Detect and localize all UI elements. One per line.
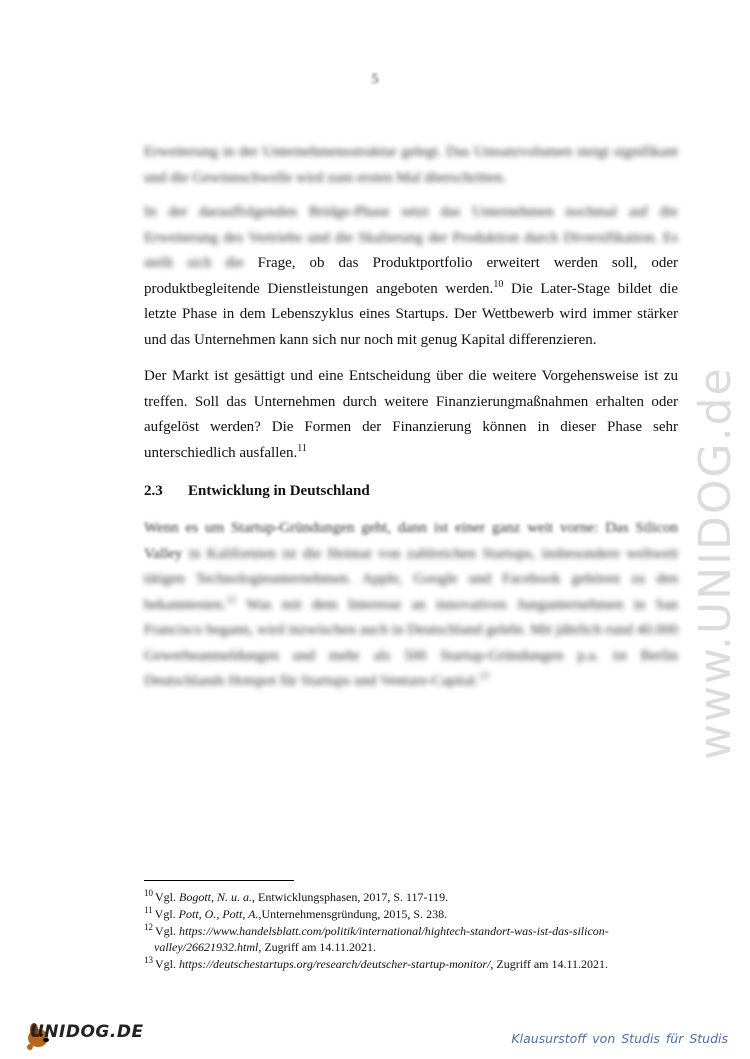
paragraph-4-first-line: Wenn es um Startup-Gründungen geht, dann ist einer ganz weit vorne: Das Silicon Valley [144,520,678,562]
footnote-divider [144,880,294,881]
footnote-ref-11: 11 [297,442,307,454]
paragraph-3 [144,364,678,466]
paragraph-4-blurred-b: Was mit dem Interesse an innovativen Jungunternehmen in San Francisco begann, wird inzwischen auch in Deutschland gelebt. Mit jährlich rund 40.000 Gewerbeanmeldungen und mehr als 500 Startup-Gründungen p.a. ist Berlin Deutschlands Hotspot für Startups und Venture-Capital. [144,596,678,689]
footnote-item [144,923,678,955]
footnote-url-continued[interactable]: valley/26621932.html [154,940,259,954]
footnote-prefix: Vgl. [155,957,179,971]
tagline: Klausurstoff von Studis für Studis [511,1031,728,1046]
watermark-text: www.UNIDOG.de [690,366,741,760]
footnote-ref-13: 13 [478,671,489,682]
section-heading [144,483,678,500]
paragraph-3-text: Der Markt ist gesättigt und eine Entscheidung über die weitere Vorgehensweise ist zu treffen. Soll das Unternehmen durch weitere Finanzierungmaßnahmen erhalten oder aufgelöst werden? Die Formen der Finanzierung können in dieser Phase sehr unterschiedlich ausfallen. [144,368,678,461]
section-title: Entwicklung in Deutschland [188,483,370,499]
paragraph-2-clear: Frage, ob das Produktportfolio erweitert werden soll, oder produktbegleitende Dienstleistungen angeboten werden. [144,255,678,297]
footnote-prefix: Vgl. [155,890,179,904]
footnote-ref-12: 12 [226,594,237,606]
footnote-author: Bogott, N. u. a. [179,890,253,904]
paragraph-4 [144,516,678,695]
footnote-ref-10: 10 [493,278,504,290]
footnote-number: 13 [144,955,153,965]
paragraph-2-blurred: In der darauffolgenden Bridge-Phase setzt das Unternehmen nochmal auf die Erweiterung des Vertriebs und die Skalierung der Produktion durch Diversifikation. Es stellt sich die [144,204,678,271]
footnote-prefix: Vgl. [154,907,179,921]
paragraph-4-blurred: in Kalifornien ist die Heimat von zahlreichen Startups, insbesondere weltweit tätigen Technologieunternehmen. Apple, Google und Facebook gehören zu den bekanntesten. [144,545,679,613]
footnote-list [144,889,678,973]
footnote-prefix: Vgl. [155,924,179,938]
paragraph-1: Erweiterung in der Unternehmensstruktur gelegt. Das Umsatzvolumen steigt signifikant und die Gewinnschwelle wird zum ersten Mal überschritten. [144,144,678,186]
paragraph-2 [144,200,678,353]
footnote-item [144,889,678,905]
page-number: 5 [371,72,379,87]
footnote-rest: , Zugriff am 14.11.2021. [258,940,376,954]
section-number: 2.3 [144,483,163,499]
footnote-number: 12 [144,922,153,932]
footnote-url[interactable]: https://www.handelsblatt.com/politik/international/hightech-standort-was-ist-das-silicon- [179,924,609,938]
footnote-rest: , Zugriff am 14.11.2021. [490,957,609,971]
footnote-number: 11 [144,905,153,915]
footnote-number: 10 [144,888,153,898]
footnote-rest: , Entwicklungsphasen, 2017, S. 117-119. [252,890,449,904]
footnote-item [144,906,678,922]
footnote-url[interactable]: https://deutschestartups.org/research/deutscher-startup-monitor/ [179,957,491,971]
paragraph-2-clear-b: Die Later-Stage bildet die letzte Phase in dem Lebenszyklus eines Startups. Der Wettbewerb wird immer stärker und das Unternehmen kann sich nur noch mit genug Kapital differenzieren. [144,280,678,348]
footnote-author: Pott, O., Pott, A. [178,907,259,921]
logo-text[interactable]: UNIDOG.DE [30,1022,144,1042]
footnote-item [144,956,678,972]
footnote-rest: ,Unternehmensgründung, 2015, S. 238. [258,907,448,921]
